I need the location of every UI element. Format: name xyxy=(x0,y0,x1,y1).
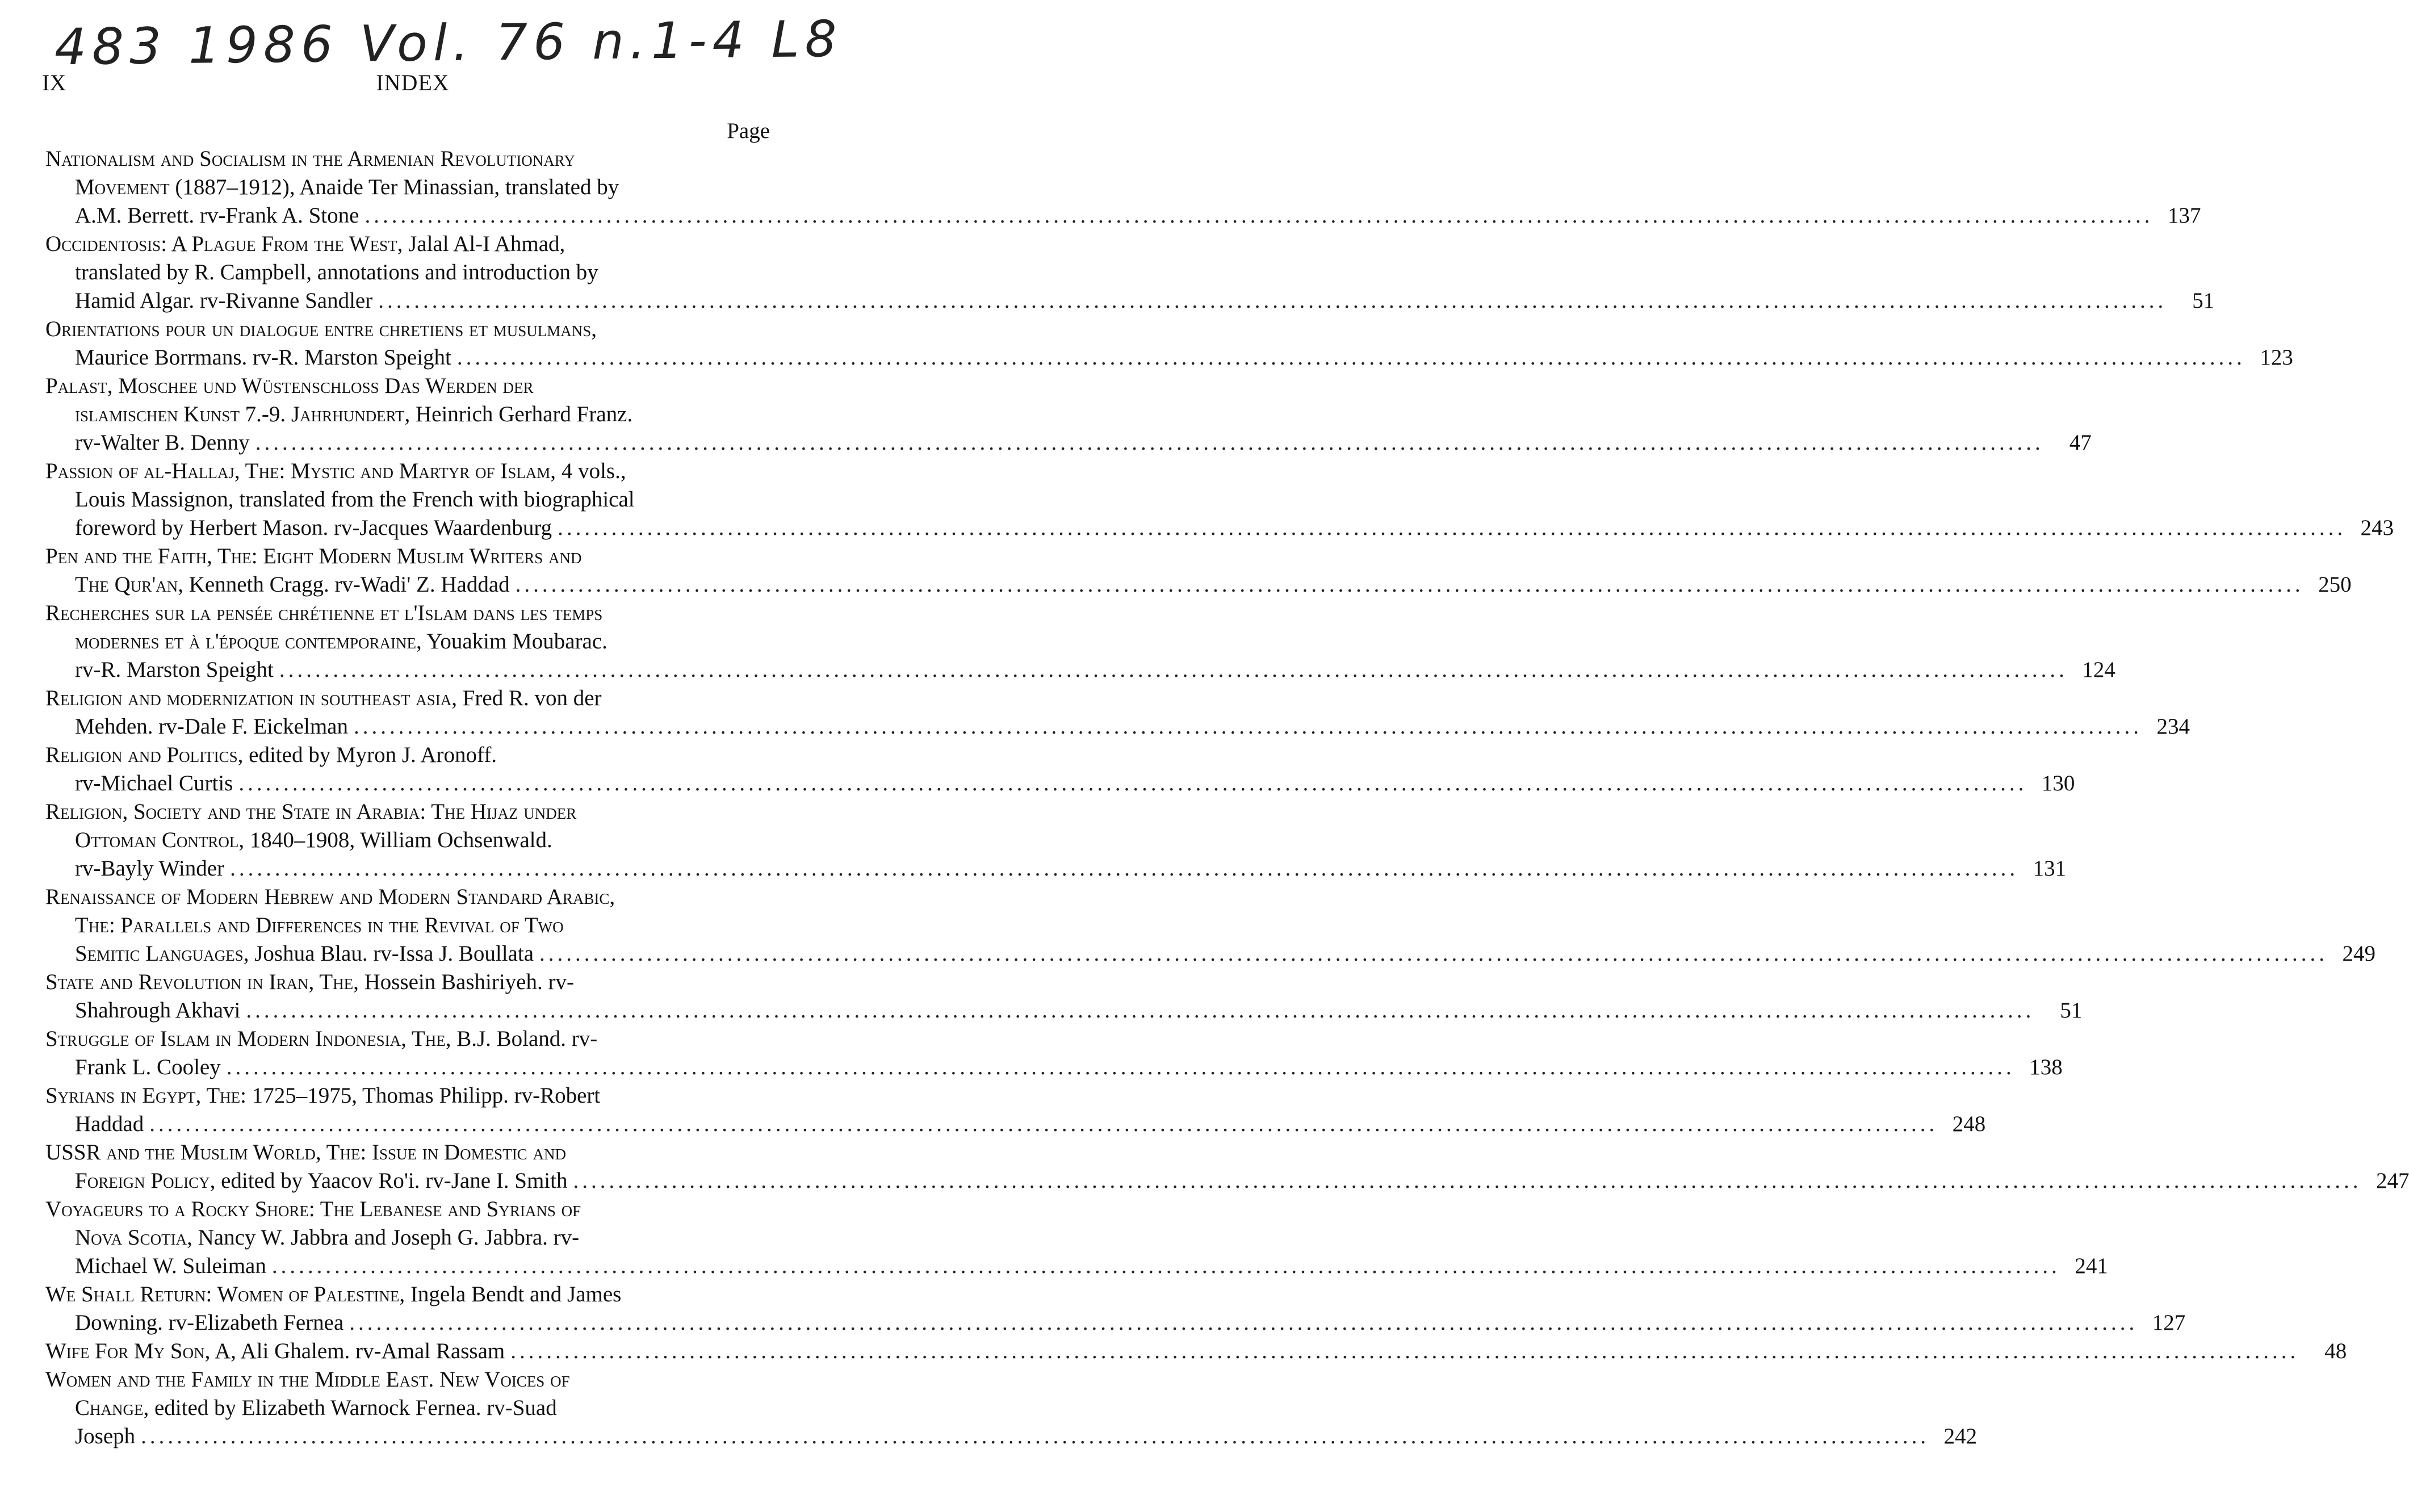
entry-text xyxy=(75,173,619,202)
entry-details: rv-R. Marston Speight xyxy=(75,657,274,682)
page-number: 247 xyxy=(2376,1168,2409,1193)
dot-leader xyxy=(149,1110,1938,1138)
entry-title-smallcaps: islamischen Kunst 7.-9. Jahrhundert, xyxy=(75,402,410,426)
page-number: 130 xyxy=(2041,771,2075,795)
dot-leader xyxy=(457,344,2245,372)
entry-line xyxy=(45,713,2190,741)
entry-title-smallcaps: Ottoman Control, xyxy=(75,828,245,852)
entry-title-smallcaps: Passion of al-Hallaj, The: Mystic and Martyr of Islam, xyxy=(45,459,556,483)
entry-details: edited by Elizabeth Warnock Fernea. rv-Suad xyxy=(149,1396,557,1420)
dot-leader xyxy=(365,202,2153,230)
entry-title-smallcaps: USSR and the Muslim World, The: Issue in Domestic and xyxy=(45,1140,566,1165)
entry-text xyxy=(45,968,574,996)
entry-text xyxy=(75,1224,579,1252)
entry-text xyxy=(45,1366,570,1394)
entry-line xyxy=(45,1167,2409,1195)
entry-title-smallcaps: The: Parallels and Differences in the Revival of Two xyxy=(75,913,564,937)
entry-text xyxy=(75,485,635,514)
entry-details: Michael W. Suleiman xyxy=(75,1254,266,1278)
page-number: 250 xyxy=(2318,572,2352,597)
entry-title-smallcaps: Recherches sur la pensée chrétienne et l'Islam dans les temps xyxy=(45,601,603,625)
dot-leader xyxy=(516,571,2304,599)
index-entry xyxy=(45,372,2092,457)
entry-text xyxy=(45,230,565,258)
entry-details: B.J. Boland. rv- xyxy=(451,1027,598,1051)
entry-line xyxy=(45,1252,2108,1280)
dot-leader xyxy=(354,713,2142,741)
entry-details: 1840–1908, William Ochsenwald. xyxy=(244,828,552,852)
entry-title-smallcaps: Women and the Family in the Middle East. New Voices of xyxy=(45,1367,570,1392)
entry-line xyxy=(45,1394,776,1422)
entry-title-smallcaps: Occidentosis: A Plague From the West, xyxy=(45,232,403,256)
entry-text xyxy=(45,315,597,344)
entry-details: Joshua Blau. rv-Issa J. Boullata xyxy=(249,941,534,966)
entry-title-smallcaps: Semitic Languages, xyxy=(75,941,249,966)
entry-details: Kenneth Cragg. rv-Wadi' Z. Haddad xyxy=(183,572,510,597)
entry-text xyxy=(75,656,274,684)
entry-line xyxy=(45,1280,776,1309)
entry-line xyxy=(45,1195,776,1224)
entry-text xyxy=(45,1138,566,1167)
entry-line xyxy=(45,400,776,429)
entry-details: (1887–1912), Anaide Ter Minassian, translated by xyxy=(169,175,619,199)
page-number: 137 xyxy=(2167,203,2201,228)
entry-details: Heinrich Gerhard Franz. xyxy=(410,402,633,426)
entry-details: Louis Massignon, translated from the French with biographical xyxy=(75,487,635,512)
entry-line xyxy=(45,627,776,656)
dot-leader xyxy=(378,287,2167,315)
index-entry xyxy=(45,145,2201,230)
entry-text xyxy=(45,1082,600,1110)
entry-title-smallcaps: State and Revolution in Iran, The, xyxy=(45,970,359,994)
entry-line xyxy=(45,542,776,571)
page-number: 51 xyxy=(2060,998,2083,1023)
entry-details: Haddad xyxy=(75,1112,144,1136)
entry-text xyxy=(45,741,497,769)
entry-details: Joseph xyxy=(75,1424,136,1448)
entry-line xyxy=(45,1025,776,1053)
page-number: 51 xyxy=(2192,288,2215,313)
entry-details: rv-Walter B. Denny xyxy=(75,430,250,455)
dot-leader xyxy=(558,514,2346,542)
dot-leader xyxy=(141,1422,1929,1451)
dot-leader xyxy=(539,940,2328,968)
entry-title-smallcaps: The Qur'an, xyxy=(75,572,184,597)
entry-details: Frank L. Cooley xyxy=(75,1055,221,1079)
entry-line xyxy=(45,940,2376,968)
entry-line xyxy=(45,1224,776,1252)
index-entry xyxy=(45,457,2394,542)
entry-title-smallcaps: Foreign Policy, xyxy=(75,1168,216,1193)
dot-leader xyxy=(238,769,2027,798)
entry-line xyxy=(45,1053,2063,1082)
entry-details: Nancy W. Jabbra and Joseph G. Jabbra. rv- xyxy=(192,1225,580,1250)
entry-details: Fred R. von der xyxy=(456,686,602,710)
entry-line xyxy=(45,571,2352,599)
entry-line xyxy=(45,344,2293,372)
entry-line xyxy=(45,1422,1978,1451)
entry-line xyxy=(45,173,776,202)
entry-line xyxy=(45,457,776,485)
entry-text xyxy=(45,1337,505,1366)
index-entry xyxy=(45,1138,2409,1195)
entry-text xyxy=(75,911,564,940)
index-entry xyxy=(45,968,2083,1025)
entry-text xyxy=(75,344,451,372)
entry-line xyxy=(45,911,776,940)
page-number: 48 xyxy=(2324,1339,2347,1363)
entry-line xyxy=(45,599,776,627)
entry-line xyxy=(45,996,2083,1025)
page-number: 234 xyxy=(2156,714,2190,739)
entry-line xyxy=(45,145,776,173)
section-numeral: IX xyxy=(42,70,66,95)
entry-text xyxy=(45,457,626,485)
index-entry xyxy=(45,1025,2063,1082)
entry-details: rv-Bayly Winder xyxy=(75,856,225,881)
entry-text xyxy=(75,258,598,287)
page-number: 131 xyxy=(2033,856,2067,881)
entry-line xyxy=(45,769,2075,798)
entry-text xyxy=(75,1053,221,1082)
page-title: INDEX xyxy=(376,70,450,95)
page-number: 138 xyxy=(2029,1055,2063,1079)
page-number: 248 xyxy=(1952,1112,1986,1136)
entry-title-smallcaps: Orientations pour un dialogue entre chretiens et musulmans, xyxy=(45,317,597,341)
dot-leader xyxy=(246,996,2034,1025)
page-number: 241 xyxy=(2075,1254,2108,1278)
entry-title-smallcaps: Voyageurs to a Rocky Shore: The Lebanese and Syrians of xyxy=(45,1197,581,1221)
entry-details: rv-Michael Curtis xyxy=(75,771,233,795)
entry-line xyxy=(45,1366,776,1394)
entry-line xyxy=(45,684,776,713)
index-entries xyxy=(45,145,2409,1451)
entry-title-smallcaps: Religion and Politics, xyxy=(45,743,244,767)
entry-text xyxy=(45,1025,597,1053)
dot-leader xyxy=(279,656,2068,684)
entry-text xyxy=(75,429,250,457)
page-number: 123 xyxy=(2260,345,2293,370)
entry-text xyxy=(45,599,602,627)
entry-line xyxy=(45,429,2092,457)
entry-line xyxy=(45,258,776,287)
entry-details: Hamid Algar. rv-Rivanne Sandler xyxy=(75,288,373,313)
entry-title-smallcaps: Nationalism and Socialism in the Armenian Revolutionary xyxy=(45,146,575,171)
index-entry xyxy=(45,599,2115,684)
entry-title-smallcaps: Pen and the Faith, The: Eight Modern Muslim Writers and xyxy=(45,544,582,568)
page-number: 242 xyxy=(1943,1424,1978,1448)
dot-leader xyxy=(349,1309,2138,1337)
entry-text xyxy=(75,1110,144,1138)
entry-text xyxy=(75,769,233,798)
entry-details: edited by Myron J. Aronoff. xyxy=(243,743,497,767)
entry-title-smallcaps: Movement xyxy=(75,175,170,199)
entry-text xyxy=(75,1252,266,1280)
handwritten-note: 483 1986 Vol. 76 n.1-4 L8 xyxy=(54,9,843,77)
entry-details: Jalal Al-I Ahmad, xyxy=(403,232,565,256)
index-entry xyxy=(45,1280,2186,1337)
entry-details: 1725–1975, Thomas Philipp. rv-Robert xyxy=(246,1083,601,1108)
entry-details: 4 vols., xyxy=(556,459,626,483)
entry-details: Maurice Borrmans. rv-R. Marston Speight xyxy=(75,345,451,370)
dot-leader xyxy=(510,1337,2299,1366)
entry-line xyxy=(45,1110,1986,1138)
page-number: 243 xyxy=(2360,516,2394,540)
index-entry xyxy=(45,315,2293,372)
entry-title-smallcaps: modernes et à l'époque contemporaine, xyxy=(75,629,422,654)
entry-text xyxy=(45,542,582,571)
entry-line xyxy=(45,287,2215,315)
entry-details: Ingela Bendt and James xyxy=(405,1282,622,1306)
index-entry xyxy=(45,684,2190,741)
entry-line xyxy=(45,1337,2347,1366)
entry-text xyxy=(75,713,348,741)
entry-text xyxy=(75,400,632,429)
entry-text xyxy=(75,1422,135,1451)
entry-line xyxy=(45,826,776,855)
dot-leader xyxy=(255,429,2044,457)
entry-text xyxy=(75,940,534,968)
entry-line xyxy=(45,485,776,514)
page-number: 249 xyxy=(2342,941,2376,966)
entry-text xyxy=(75,855,224,883)
page-column-label: Page xyxy=(727,119,770,143)
entry-details: Downing. rv-Elizabeth Fernea xyxy=(75,1310,344,1335)
dot-leader xyxy=(227,1053,2015,1082)
entry-title-smallcaps: We Shall Return: Women of Palestine, xyxy=(45,1282,405,1306)
dot-leader xyxy=(272,1252,2060,1280)
entry-line xyxy=(45,315,776,344)
entry-text xyxy=(75,627,608,656)
entry-text xyxy=(75,514,552,542)
entry-text xyxy=(75,996,240,1025)
index-entry xyxy=(45,1195,2108,1280)
entry-text xyxy=(75,1394,557,1422)
entry-title-smallcaps: Wife For My Son, A, xyxy=(45,1339,236,1363)
index-entry xyxy=(45,798,2067,883)
entry-line xyxy=(45,855,2067,883)
index-entry xyxy=(45,230,2215,315)
entry-details: edited by Yaacov Ro'i. rv-Jane I. Smith xyxy=(215,1168,568,1193)
dot-leader xyxy=(230,855,2018,883)
entry-line xyxy=(45,514,2394,542)
entry-title-smallcaps: Struggle of Islam in Modern Indonesia, The, xyxy=(45,1027,451,1051)
entry-text xyxy=(45,883,615,911)
entry-line xyxy=(45,883,776,911)
entry-title-smallcaps: Change, xyxy=(75,1396,149,1420)
entry-line xyxy=(45,798,776,826)
entry-line xyxy=(45,202,2201,230)
entry-text xyxy=(75,571,510,599)
index-entry xyxy=(45,542,2352,599)
entry-text xyxy=(75,826,552,855)
entry-text xyxy=(45,372,534,400)
entry-details: foreword by Herbert Mason. rv-Jacques Waardenburg xyxy=(75,516,552,540)
entry-line xyxy=(45,1309,2186,1337)
entry-text xyxy=(75,287,372,315)
entry-details: translated by R. Campbell, annotations and introduction by xyxy=(75,260,598,284)
entry-line xyxy=(45,1138,776,1167)
entry-line xyxy=(45,372,776,400)
page-number: 127 xyxy=(2152,1310,2186,1335)
entry-title-smallcaps: Nova Scotia, xyxy=(75,1225,192,1250)
entry-line xyxy=(45,230,776,258)
index-entry xyxy=(45,1337,2347,1366)
index-entry xyxy=(45,1366,1978,1451)
entry-details: Youakim Moubarac. xyxy=(421,629,608,654)
entry-line xyxy=(45,1082,776,1110)
index-entry xyxy=(45,741,2075,798)
entry-details: Ali Ghalem. rv-Amal Rassam xyxy=(236,1339,505,1363)
dot-leader xyxy=(573,1167,2361,1195)
entry-text xyxy=(45,145,575,173)
entry-text xyxy=(75,1167,567,1195)
entry-details: Shahrough Akhavi xyxy=(75,998,241,1023)
entry-text xyxy=(45,1280,621,1309)
page-number: 124 xyxy=(2082,657,2115,682)
entry-text xyxy=(75,202,359,230)
entry-text xyxy=(45,798,576,826)
index-entry xyxy=(45,883,2376,968)
page-number: 47 xyxy=(2069,430,2092,455)
entry-line xyxy=(45,741,776,769)
entry-details: Mehden. rv-Dale F. Eickelman xyxy=(75,714,348,739)
entry-title-smallcaps: Syrians in Egypt, The: xyxy=(45,1083,246,1108)
index-entry xyxy=(45,1082,1986,1138)
entry-line xyxy=(45,968,776,996)
entry-line xyxy=(45,656,2115,684)
entry-text xyxy=(75,1309,343,1337)
entry-title-smallcaps: Palast, Moschee und Wüstenschloss Das Werden der xyxy=(45,374,534,398)
entry-text xyxy=(45,1195,581,1224)
entry-text xyxy=(45,684,602,713)
entry-title-smallcaps: Religion, Society and the State in Arabia: The Hijaz under xyxy=(45,799,577,824)
entry-details: Hossein Bashiriyeh. rv- xyxy=(358,970,574,994)
entry-details: A.M. Berrett. rv-Frank A. Stone xyxy=(75,203,359,228)
entry-title-smallcaps: Religion and modernization in southeast asia, xyxy=(45,686,457,710)
entry-title-smallcaps: Renaissance of Modern Hebrew and Modern Standard Arabic, xyxy=(45,885,615,909)
